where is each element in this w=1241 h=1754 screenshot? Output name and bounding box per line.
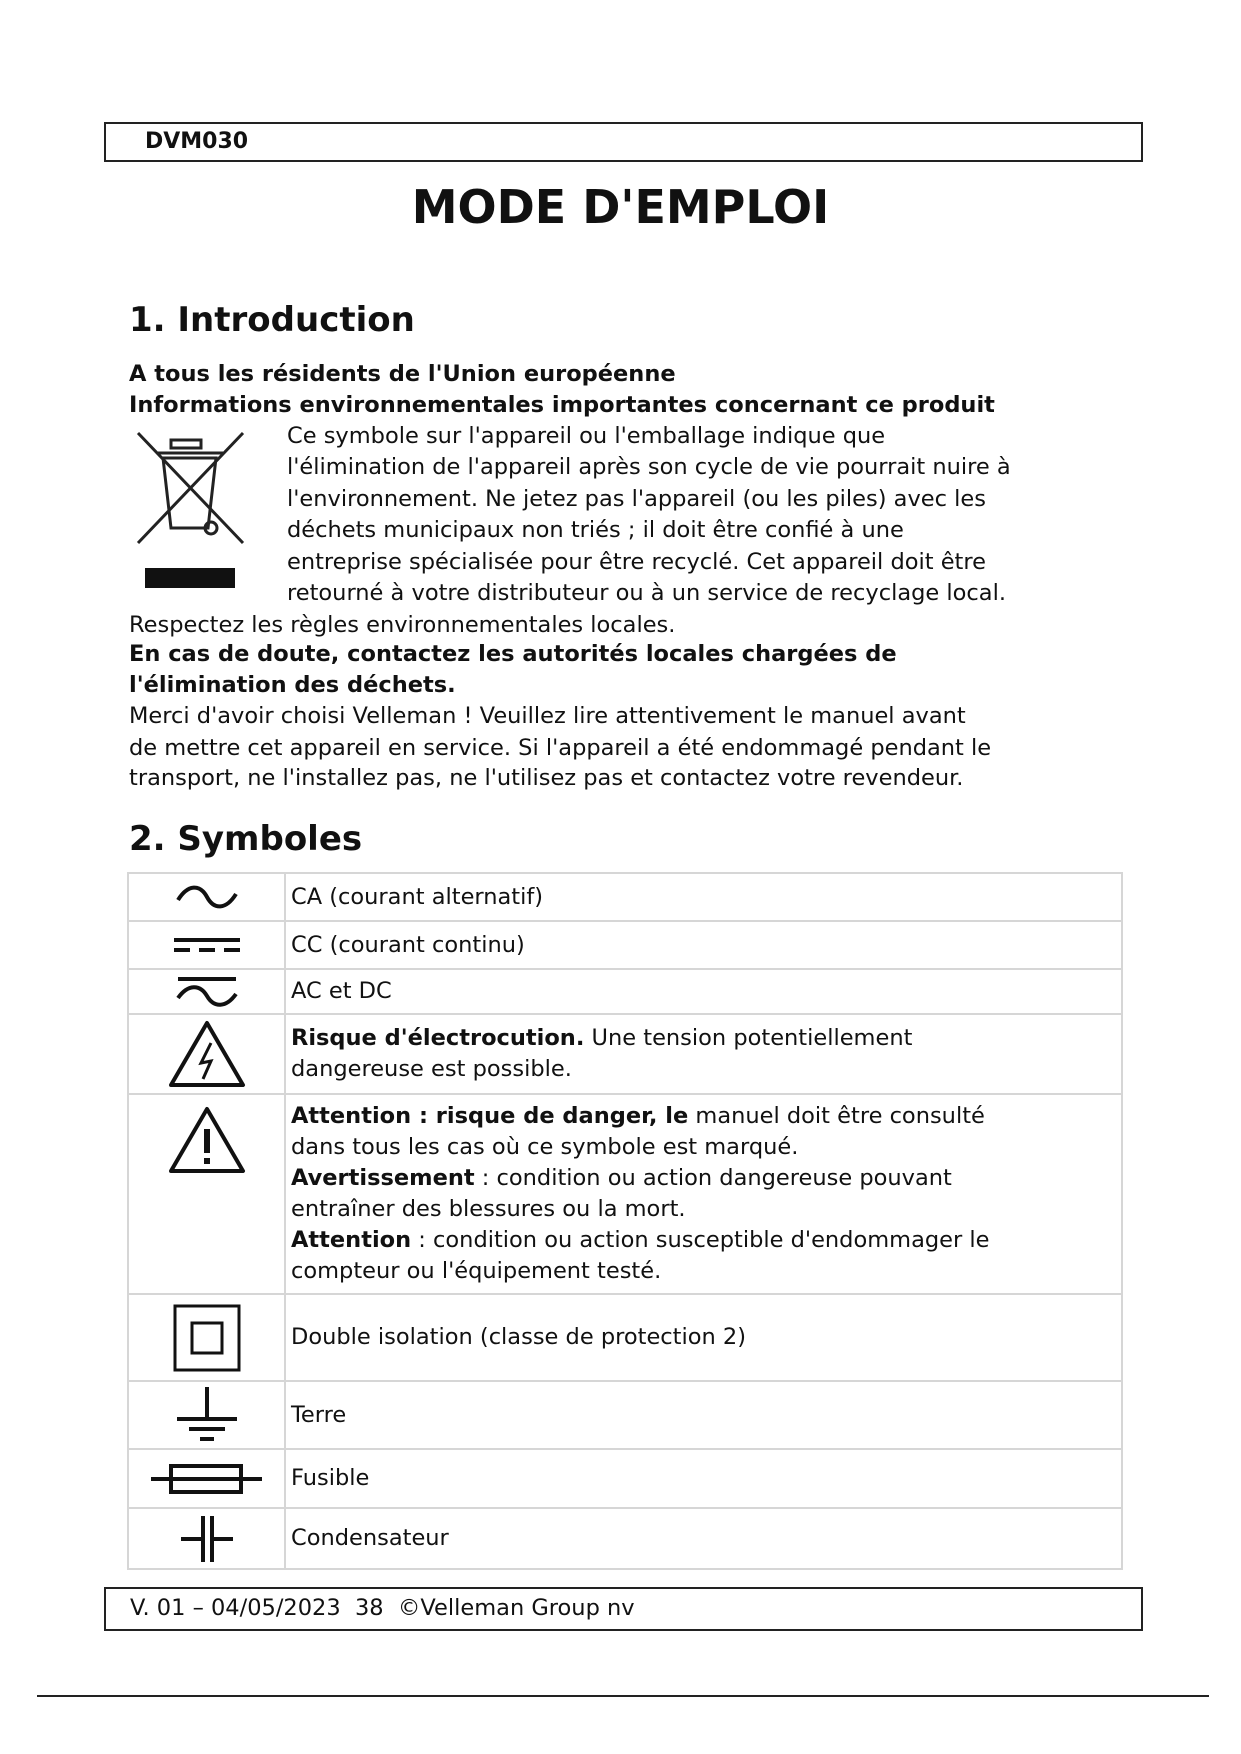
table-row <box>128 1508 1122 1569</box>
doubt-text: l'élimination des déchets. <box>129 672 456 698</box>
table-row <box>128 969 1122 1014</box>
symbol-description: Terre <box>285 1381 1122 1449</box>
dc-icon <box>172 930 242 960</box>
weee-bin-icon <box>133 428 248 593</box>
section-heading-symbols: 2. Symboles <box>129 819 363 859</box>
footer-text: V. 01 – 04/05/2023 38 ©Velleman Group nv <box>130 1595 635 1621</box>
weee-text-line: déchets municipaux non triés ; il doit être confié à une <box>287 517 904 543</box>
table-row <box>128 921 1122 969</box>
header-box <box>104 122 1143 162</box>
weee-text-line: entreprise spécialisée pour être recyclé. Cet appareil doit être <box>287 549 986 575</box>
table-row <box>128 1014 1122 1094</box>
table-row <box>128 1094 1122 1294</box>
ground-icon <box>172 1385 242 1445</box>
ac-dc-icon <box>172 974 242 1010</box>
double-insulation-icon <box>172 1303 242 1373</box>
environment-info-heading: Informations environnementales importantes concernant ce produit <box>129 392 995 418</box>
thanks-text: de mettre cet appareil en service. Si l'appareil a été endommagé pendant le <box>129 735 992 761</box>
symbol-description: Fusible <box>285 1449 1122 1508</box>
section-heading-introduction: 1. Introduction <box>129 300 415 340</box>
symbol-description: Attention : risque de danger, le manuel doit être consulté dans tous les cas où ce symbole est marqué. Avertissement : condition ou action dangereuse pouvant entraîner des blessures ou la mort. Attention : condition ou action susceptible d'endommager le compteur ou l'équipement testé. <box>285 1094 1122 1294</box>
thanks-text: transport, ne l'installez pas, ne l'utilisez pas et contactez votre revendeur. <box>129 765 964 791</box>
weee-text-line: Ce symbole sur l'appareil ou l'emballage indique que <box>287 423 886 449</box>
symbol-description: Condensateur <box>285 1508 1122 1569</box>
ac-icon <box>172 882 242 912</box>
table-row <box>128 1449 1122 1508</box>
table-row <box>128 1381 1122 1449</box>
symbol-description: AC et DC <box>285 969 1122 1014</box>
capacitor-icon <box>177 1514 237 1564</box>
table-row <box>128 1294 1122 1381</box>
doubt-text: En cas de doute, contactez les autorités locales chargées de <box>129 641 897 667</box>
respect-rules-text: Respectez les règles environnementales locales. <box>129 612 676 638</box>
thanks-text: Merci d'avoir choisi Velleman ! Veuillez lire attentivement le manuel avant <box>129 703 966 729</box>
page-title: MODE D'EMPLOI <box>411 180 830 234</box>
caution-warning-icon <box>167 1105 247 1175</box>
symbol-description: Risque d'électrocution. Une tension potentiellement dangereuse est possible. <box>285 1014 1122 1094</box>
symbol-description: Double isolation (classe de protection 2) <box>285 1294 1122 1381</box>
model-number: DVM030 <box>145 129 249 154</box>
page-divider <box>37 1695 1209 1697</box>
fuse-icon <box>149 1461 264 1497</box>
weee-text-line: retourné à votre distributeur ou à un service de recyclage local. <box>287 580 1006 606</box>
symbol-description: CC (courant continu) <box>285 921 1122 969</box>
weee-text-line: l'environnement. Ne jetez pas l'appareil (ou les piles) avec les <box>287 486 986 512</box>
footer-box <box>104 1587 1143 1631</box>
electric-shock-warning-icon <box>167 1019 247 1089</box>
eu-residents-heading: A tous les résidents de l'Union européenne <box>129 361 676 387</box>
symbol-description: CA (courant alternatif) <box>285 873 1122 921</box>
symbols-table <box>127 872 1123 1570</box>
table-row <box>128 873 1122 921</box>
weee-text-line: l'élimination de l'appareil après son cycle de vie pourrait nuire à <box>287 454 1011 480</box>
